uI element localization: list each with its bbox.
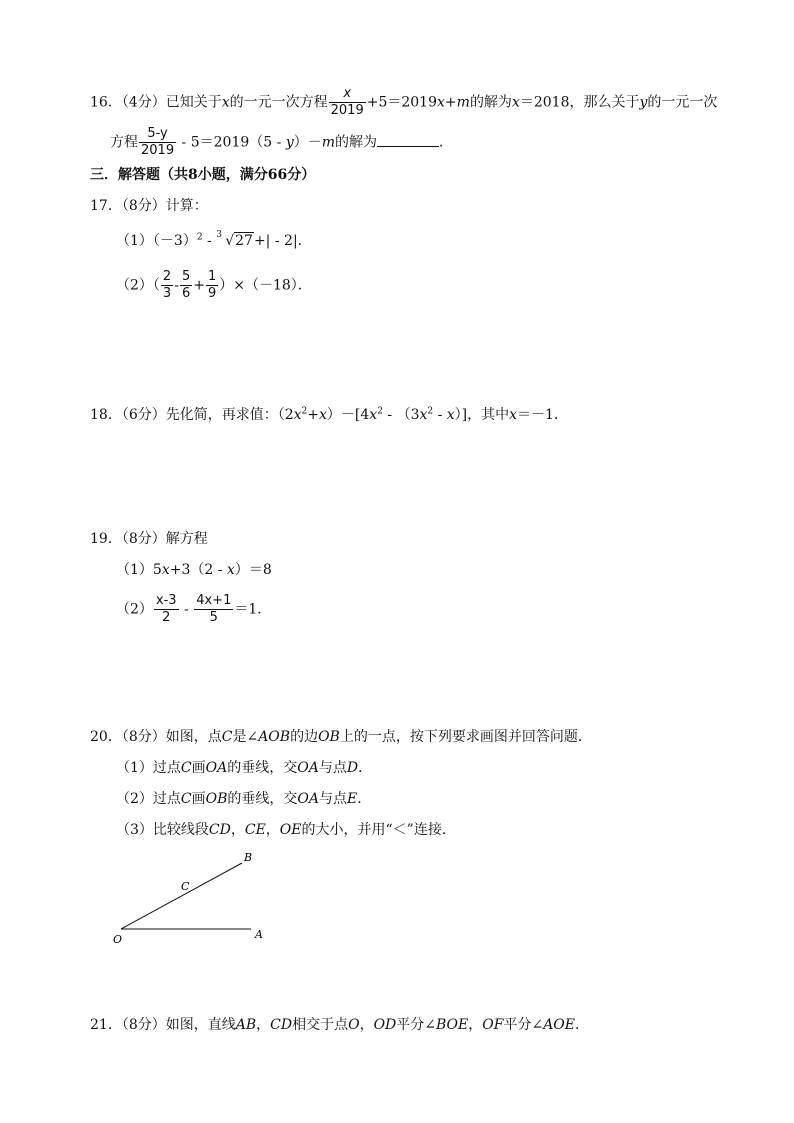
q19-part1: （1）5x+3（2 - x）＝8 (116, 562, 272, 578)
fraction: $\frac{1}{9}$ (207, 269, 217, 301)
fraction: $\frac{2}{3}$ (162, 269, 172, 301)
answer-blank[interactable] (377, 132, 439, 147)
q17-title: 17．（8分）计算： (90, 198, 208, 214)
angle-figure (105, 845, 275, 950)
q18: 18．（6分）先化简，再求值：$(2x^2+x)-[4x^2 - (3x^2 - x)]$，其中x＝－1． (90, 406, 568, 423)
q19-part2: （2） $\frac{x-3}{2}$ - $\frac{4x+1}{5}$ ＝1． (116, 593, 272, 625)
label-a: A (255, 928, 263, 941)
ray-ob (121, 863, 242, 929)
q20-step1: （1）过点C画OA的垂线，交OA与点D． (116, 760, 373, 776)
label-b: B (244, 851, 253, 864)
q16-line2: 方程 $\frac{5-y}{2019}$ - 5＝2019（5 - y）－m的解为 ． (110, 126, 454, 158)
fraction: $\frac{5}{6}$ (181, 269, 191, 301)
q17-part1: $(1)(-3)^2$ - 3 √27+| - 2|． (116, 230, 312, 249)
q20-step3: （3）比较线段CD，CE，OE的大小，并用“＜”连接． (116, 822, 456, 838)
q21: 21．（8分）如图，直线AB，CD相交于点O，OD平分∠BOE，OF平分∠AOE． (90, 1017, 589, 1033)
section-title: 三．解答题（共8小题，满分66分） (90, 167, 316, 183)
label-o: O (113, 933, 123, 946)
q20-step2: （2）过点C画OB的垂线，交OA与点E． (116, 791, 372, 807)
q19-title: 19．（8分）解方程 (90, 531, 208, 547)
fraction: $\frac{x}{2019}$ (330, 86, 364, 118)
label-c: C (181, 880, 190, 893)
cube-root: 3 √27 (216, 230, 253, 249)
q17-part2: （2）（ $\frac{2}{3}$ - $\frac{5}{6}$ + $\frac{1}{9}$ ）×（－18）． (116, 269, 312, 301)
fraction: $\frac{x-3}{2}$ (155, 593, 177, 625)
fraction: $\frac{5-y}{2019}$ (141, 126, 175, 158)
q16-line1: 16．（4分）已知关于x的一元一次方程 $\frac{x}{2019}$ +5＝2019x+m的解为x＝2018，那么关于y的一元一次 (90, 86, 718, 118)
q20-title: 20．（8分）如图，点C是∠AOB的边OB上的一点，按下列要求画图并回答问题． (90, 729, 592, 745)
fraction: $\frac{4x+1}{5}$ (196, 593, 232, 625)
